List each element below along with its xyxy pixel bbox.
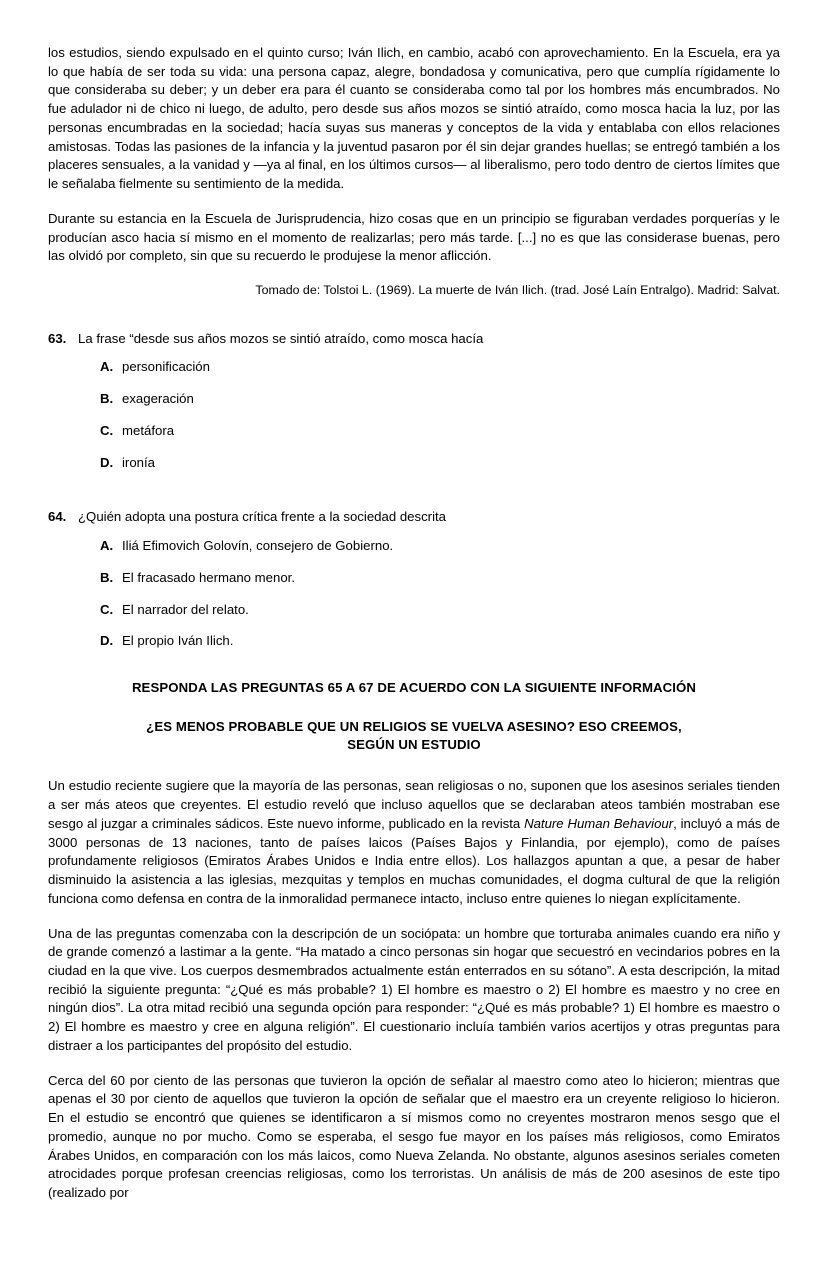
reading-title-line-1: ¿ES MENOS PROBABLE QUE UN RELIGIOS SE VUELVA ASESINO? ESO CREEMOS, — [146, 718, 682, 734]
reading-title-line-2: SEGÚN UN ESTUDIO — [347, 736, 481, 752]
option-63-b[interactable] — [100, 390, 780, 409]
option-64-b[interactable] — [100, 569, 780, 588]
option-63-c[interactable] — [100, 422, 780, 441]
passage-paragraph-2: Durante su estancia en la Escuela de Jurisprudencia, hizo cosas que en un principio se figuraban verdades porquerías y le producían asco hacia sí mismo en el momento de realizarlas; pero más tarde. [...] no es que las considerase buenas, pero las olvidó por completo, sin que su recuerdo le produjese la menor aflicción. — [48, 210, 780, 264]
reading-paragraph-1 — [48, 777, 780, 908]
option-64-b-letter: B. — [100, 569, 114, 585]
question-63 — [48, 330, 780, 473]
option-64-b-text: El fracasado hermano menor. — [122, 569, 295, 585]
option-63-a-letter: A. — [100, 359, 114, 375]
question-64-line — [48, 508, 780, 527]
option-63-d[interactable] — [100, 454, 780, 473]
option-63-c-text: metáfora — [122, 422, 175, 438]
option-64-a-text: Iliá Efimovich Golovín, consejero de Gobierno. — [122, 538, 394, 554]
reading-paragraph-1-part-2: , incluyó a más de 3000 personas de 13 naciones, tanto de países laicos (Países Bajos y Finlandia, por ejemplo), como de países profundamente religiosos (Emiratos Árabes Unidos e India entre ellos). Los hallazgos apuntan a que, a pesar de haber disminuido la asistencia a las iglesias, mezquitas y templos en muchas comunidades, el dogma cultural de que la religión funciona como defensa en contra de la inmoralidad permanece intacto, incluso entre quienes lo niegan explícitamente. — [48, 815, 780, 906]
option-63-a-text: personificación — [122, 359, 210, 375]
reading-paragraph-1-part-1: Un estudio reciente sugiere que la mayoría de las personas, sean religiosas o no, suponen que los asesinos seriales tienden a ser más ateos que creyentes. El estudio reveló que incluso aquellos que se declaraban ateos también mostraban ese sesgo al juzgar a criminales sádicos. Este nuevo informe, publicado en la revista — [48, 778, 780, 831]
question-63-options — [48, 358, 780, 472]
option-63-d-text: ironía — [122, 454, 155, 470]
option-64-d-letter: D. — [100, 633, 114, 649]
reading-title — [48, 718, 780, 754]
option-64-c-letter: C. — [100, 601, 114, 617]
passage-paragraph-1: los estudios, siendo expulsado en el quinto curso; Iván Ilich, en cambio, acabó con aprovechamiento. En la Escuela, era ya lo que había de ser toda su vida: una persona capaz, alegre, bondadosa y comunicativa, pero que cumplía rígidamente lo que consideraba su deber; y un deber era para él cuanto se consideraba como tal por los hombres más encumbrados. No fue adulador ni de chico ni luego, de adulto, pero desde sus años mozos se sintió atraído, como mosca hacia la luz, por las personas encumbradas en la sociedad; hacía suyas sus maneras y conceptos de la vida y entablaba con ellos relaciones amistosas. Todas las pasiones de la infancia y la juventud pasaron por él sin dejar grandes huellas; se entregó también a los placeres sensuales, a la vanidad y —ya al final, en los últimos cursos— al liberalismo, pero todo dentro de ciertos límites que le señalaba fielmente su sentimiento de la medida. — [48, 45, 780, 192]
option-63-b-letter: B. — [100, 391, 114, 407]
reading-paragraph-3: Cerca del 60 por ciento de las personas que tuvieron la opción de señalar al maestro como ateo lo hicieron; mientras que apenas el 30 por ciento de aquellos que tuvieron la opción de señalar que el maestro era un creyente religioso lo hicieron. En el estudio se encontró que quienes se identificaron a sí mismos como no creyentes mostraron menos sesgo que el promedio, aunque no por mucho. Como se esperaba, el sesgo fue mayor en los países más religiosos, como Emiratos Árabes Unidos, en comparación con los más laicos, como Nueva Zelanda. No obstante, algunos asesinos seriales cometen atrocidades porque profesan creencias religiosas, como los terroristas. Un análisis de más de 200 asesinos de este tipo (realizado por — [48, 1072, 780, 1201]
question-63-number: 63. — [48, 330, 67, 346]
journal-name: Nature Human Behaviour — [524, 815, 674, 831]
option-63-a[interactable] — [100, 358, 780, 377]
question-63-text: La frase “desde sus años mozos se sintió atraído, como mosca hacía — [78, 330, 484, 346]
option-63-d-letter: D. — [100, 454, 114, 470]
question-64-text: ¿Quién adopta una postura crítica frente a la sociedad descrita — [78, 509, 447, 525]
option-63-c-letter: C. — [100, 422, 114, 438]
passage-source: Tomado de: Tolstoi L. (1969). La muerte de Iván Ilich. (trad. José Laín Entralgo). Madrid: Salvat. — [255, 283, 780, 298]
option-64-a[interactable] — [100, 537, 780, 556]
question-64-number: 64. — [48, 509, 67, 525]
question-64-options — [48, 537, 780, 651]
reading-paragraph-2: Una de las preguntas comenzaba con la descripción de un sociópata: un hombre que torturaba animales cuando era niño y de grande comenzó a lastimar a la gente. “Ha matado a cinco personas sin hogar que secuestró en vecindarios pobres en la ciudad en la que vive. Los cuerpos desmembrados actualmente están enterrados en su sótano”. A esta descripción, la mitad recibió la siguiente pregunta: “¿Qué es más probable? 1) El hombre es maestro o 2) El hombre es maestro y no cree en ningún dios”. La otra mitad recibió una segunda opción para responder: “¿Qué es más probable? 1) El hombre es maestro o 2) El hombre es maestro y cree en alguna religión”. El cuestionario incluía también varios acertijos y otras preguntas para distraer a los participantes del propósito del estudio. — [48, 925, 780, 1053]
option-63-b-text: exageración — [122, 391, 194, 407]
option-64-c-text: El narrador del relato. — [122, 601, 249, 617]
question-64 — [48, 508, 780, 651]
option-64-d[interactable] — [100, 632, 780, 651]
option-64-d-text: El propio Iván Ilich. — [122, 633, 234, 649]
instruction-banner: RESPONDA LAS PREGUNTAS 65 A 67 DE ACUERDO CON LA SIGUIENTE INFORMACIÓN — [131, 680, 697, 696]
option-64-c[interactable] — [100, 601, 780, 620]
question-63-line — [48, 330, 780, 349]
option-64-a-letter: A. — [100, 538, 114, 554]
